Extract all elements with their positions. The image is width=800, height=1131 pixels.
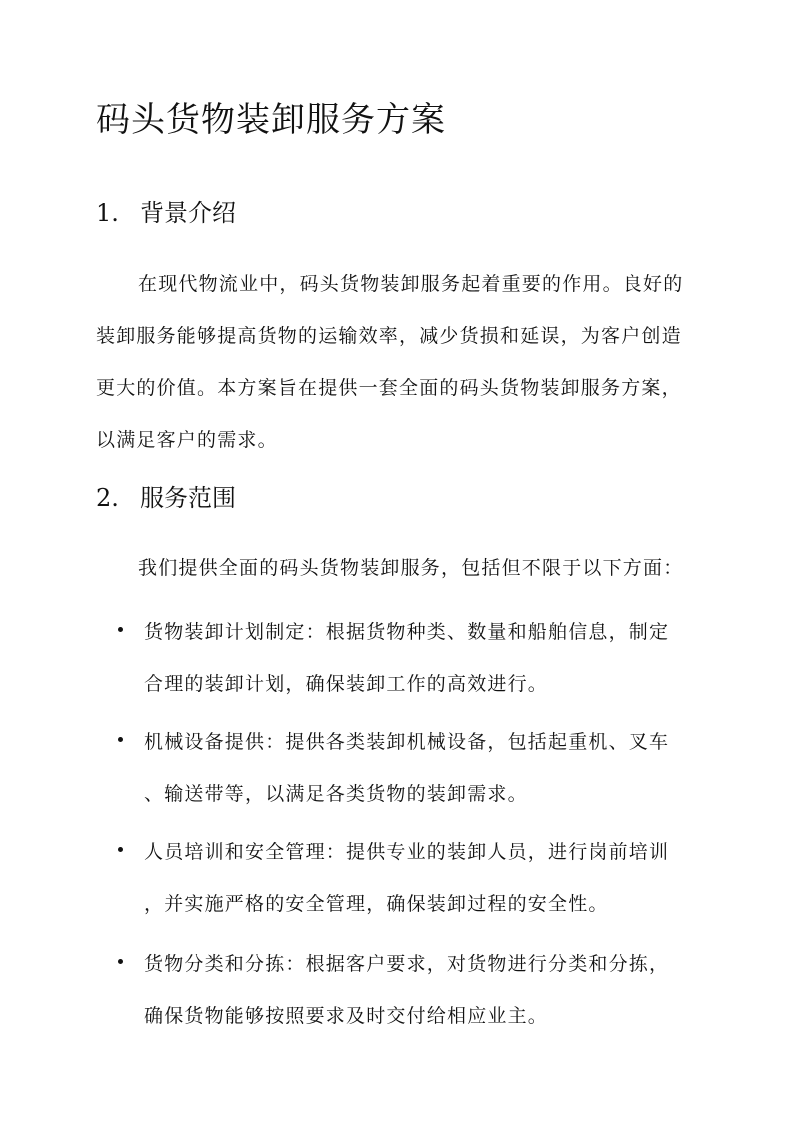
- section-title: 服务范围: [140, 484, 236, 512]
- list-item-line: 机械设备提供：提供各类装卸机械设备，包括起重机、叉车: [144, 731, 670, 753]
- bullet-icon: [118, 737, 123, 742]
- bullet-icon: [118, 627, 123, 632]
- list-item: [118, 606, 698, 710]
- list-item: [118, 938, 698, 1042]
- paragraph-line: 更大的价值。本方案旨在提供一套全面的码头货物装卸服务方案，: [96, 377, 682, 399]
- list-item: [118, 826, 698, 930]
- service-intro-paragraph: [96, 542, 700, 594]
- list-item-line: 、输送带等，以满足各类货物的装卸需求。: [144, 783, 528, 805]
- list-item-line: 确保货物能够按照要求及时交付给相应业主。: [144, 1005, 549, 1027]
- list-item-line: 人员培训和安全管理：提供专业的装卸人员，进行岗前培训: [144, 841, 670, 863]
- paragraph-line: 在现代物流业中，码头货物装卸服务起着重要的作用。良好的: [138, 273, 684, 295]
- bullet-icon: [118, 847, 123, 852]
- paragraph-line: 装卸服务能够提高货物的运输效率，减少货损和延误，为客户创造: [96, 325, 682, 347]
- section-title: 背景介绍: [140, 199, 236, 227]
- section-heading-background: [96, 197, 236, 229]
- bullet-icon: [118, 959, 123, 964]
- background-paragraph: [96, 258, 700, 466]
- section-heading-service-scope: [96, 482, 236, 514]
- list-item: [118, 716, 698, 820]
- list-item-line: 货物分类和分拣：根据客户要求，对货物进行分类和分拣，: [144, 953, 670, 975]
- section-number: 1.: [96, 199, 119, 227]
- list-item-line: 合理的装卸计划，确保装卸工作的高效进行。: [144, 673, 549, 695]
- paragraph-line: 以满足客户的需求。: [96, 429, 278, 451]
- document-title: 码头货物装卸服务方案: [96, 100, 446, 140]
- list-item-line: ，并实施严格的安全管理，确保装卸过程的安全性。: [144, 893, 609, 915]
- paragraph-line: 我们提供全面的码头货物装卸服务，包括但不限于以下方面：: [138, 557, 684, 579]
- list-item-line: 货物装卸计划制定：根据货物种类、数量和船舶信息，制定: [144, 621, 670, 643]
- section-number: 2.: [96, 484, 119, 512]
